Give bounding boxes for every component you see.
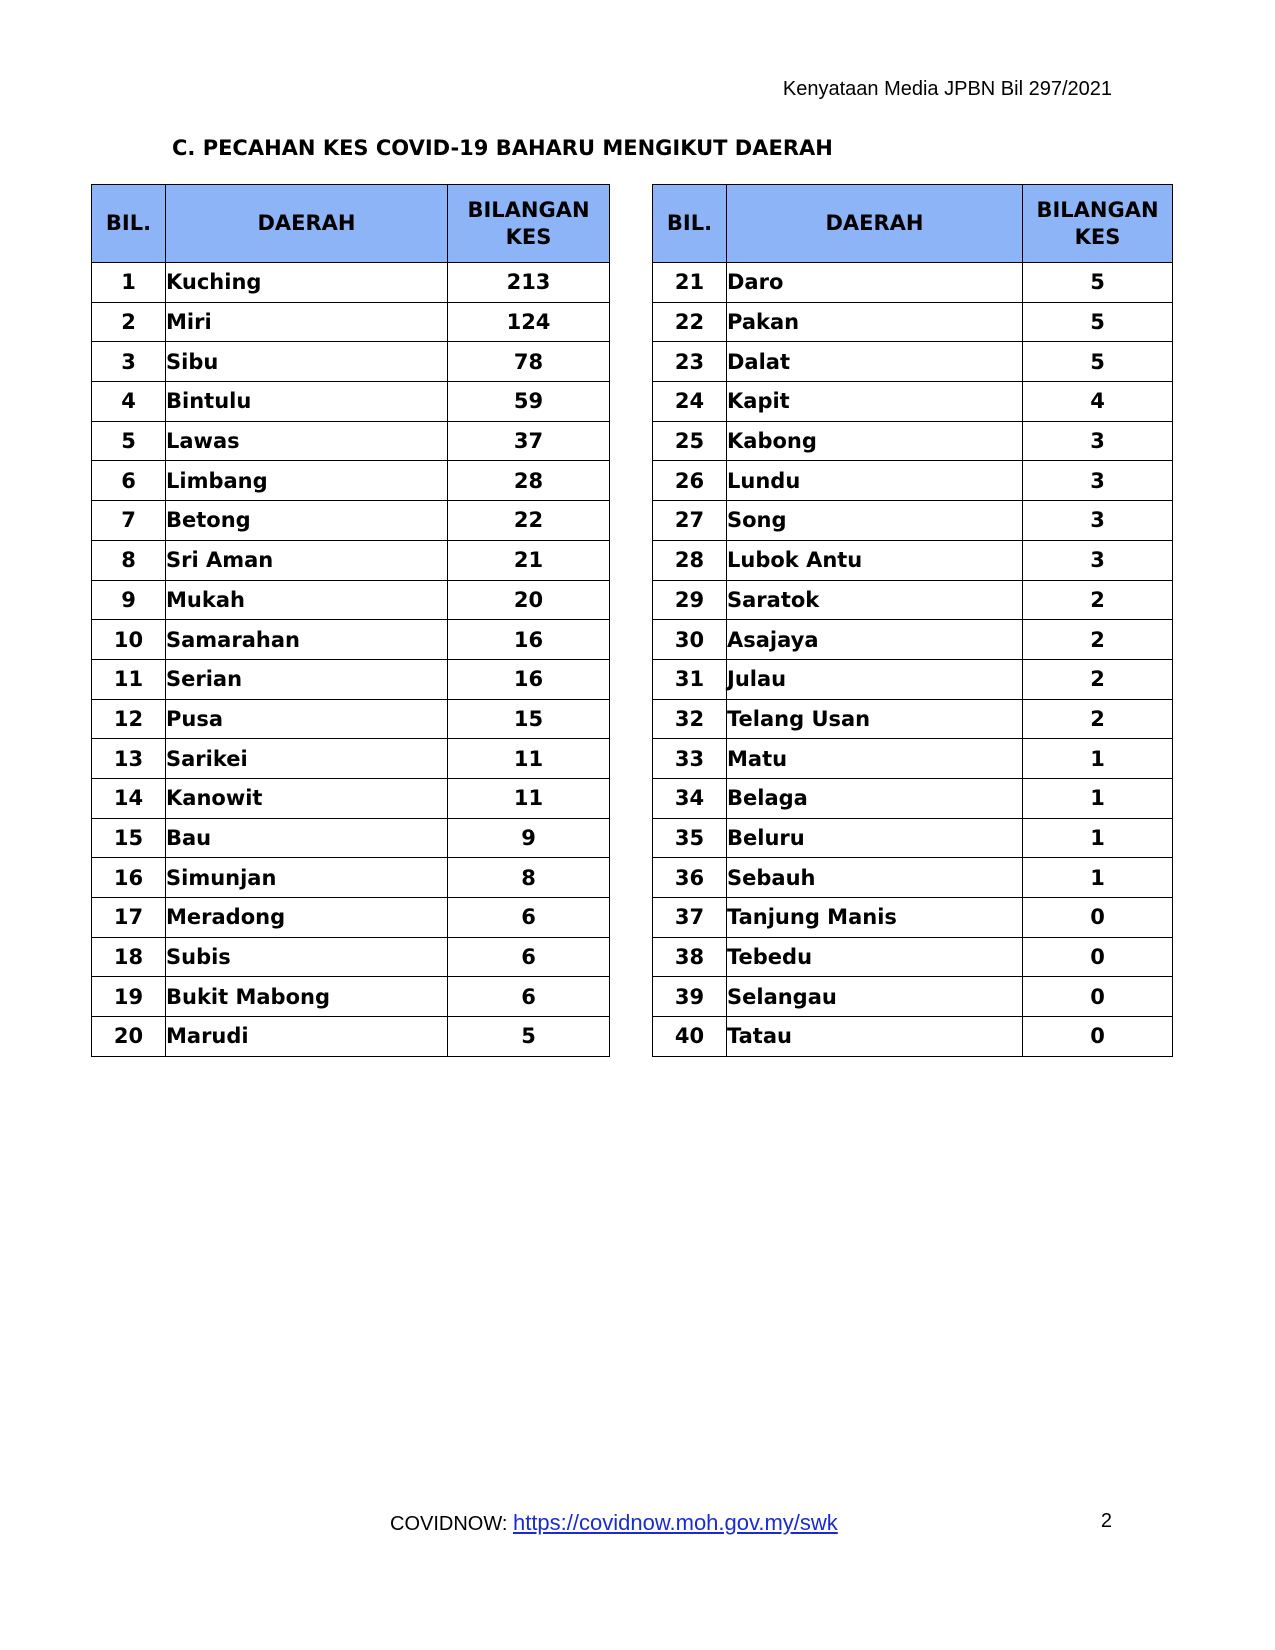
- cell-bil: 33: [653, 739, 727, 779]
- table-row: [653, 818, 1173, 858]
- cell-daerah: Beluru: [727, 818, 1023, 858]
- cell-daerah: Julau: [727, 659, 1023, 699]
- header-kes-line2: KES: [1074, 224, 1121, 249]
- cell-bilangan-kes: 6: [448, 937, 610, 977]
- cell-bil: 18: [92, 937, 166, 977]
- cell-bil: 23: [653, 342, 727, 382]
- table-row: [653, 263, 1173, 303]
- cell-bilangan-kes: 2: [1023, 659, 1173, 699]
- section-heading: C. PECAHAN KES COVID-19 BAHARU MENGIKUT DAERAH: [172, 136, 833, 160]
- cell-bil: 32: [653, 699, 727, 739]
- cell-bil: 25: [653, 421, 727, 461]
- cell-daerah: Betong: [166, 501, 448, 541]
- cell-daerah: Serian: [166, 659, 448, 699]
- cell-bilangan-kes: 5: [1023, 342, 1173, 382]
- table-row: [92, 858, 610, 898]
- cell-daerah: Meradong: [166, 898, 448, 938]
- cell-bil: 10: [92, 620, 166, 660]
- cell-daerah: Limbang: [166, 461, 448, 501]
- cell-daerah: Sebauh: [727, 858, 1023, 898]
- table-row: [653, 659, 1173, 699]
- table-header-row: [92, 185, 610, 263]
- header-kes-line2: KES: [505, 224, 552, 249]
- footer-source: [390, 1510, 838, 1536]
- table-row: [653, 580, 1173, 620]
- cell-daerah: Kanowit: [166, 778, 448, 818]
- table-row: [92, 1017, 610, 1057]
- cell-daerah: Miri: [166, 302, 448, 342]
- cell-bilangan-kes: 59: [448, 382, 610, 422]
- cell-bilangan-kes: 11: [448, 739, 610, 779]
- cell-daerah: Song: [727, 501, 1023, 541]
- header-kes-line1: BILANGAN: [1036, 197, 1159, 222]
- table-row: [92, 620, 610, 660]
- cell-bil: 12: [92, 699, 166, 739]
- cell-daerah: Tanjung Manis: [727, 898, 1023, 938]
- cell-bil: 21: [653, 263, 727, 303]
- cell-bilangan-kes: 22: [448, 501, 610, 541]
- district-cases-table-left: [91, 184, 610, 1057]
- table-row: [653, 540, 1173, 580]
- cell-daerah: Dalat: [727, 342, 1023, 382]
- table-row: [653, 937, 1173, 977]
- cell-bilangan-kes: 37: [448, 421, 610, 461]
- table-header-row: [653, 185, 1173, 263]
- cell-bil: 1: [92, 263, 166, 303]
- cell-daerah: Subis: [166, 937, 448, 977]
- cell-bilangan-kes: 3: [1023, 461, 1173, 501]
- cell-bil: 13: [92, 739, 166, 779]
- header-bilangan-kes: [448, 185, 610, 263]
- cell-daerah: Sri Aman: [166, 540, 448, 580]
- header-daerah: DAERAH: [727, 185, 1023, 263]
- cell-bilangan-kes: 21: [448, 540, 610, 580]
- cell-daerah: Selangau: [727, 977, 1023, 1017]
- cell-bilangan-kes: 0: [1023, 898, 1173, 938]
- cell-bil: 5: [92, 421, 166, 461]
- table-row: [92, 739, 610, 779]
- cell-daerah: Belaga: [727, 778, 1023, 818]
- cell-daerah: Bau: [166, 818, 448, 858]
- cell-daerah: Saratok: [727, 580, 1023, 620]
- media-statement-reference: Kenyataan Media JPBN Bil 297/2021: [782, 78, 1112, 100]
- cell-bilangan-kes: 8: [448, 858, 610, 898]
- cell-bilangan-kes: 78: [448, 342, 610, 382]
- cell-bil: 30: [653, 620, 727, 660]
- cell-bil: 19: [92, 977, 166, 1017]
- cell-daerah: Kapit: [727, 382, 1023, 422]
- cell-daerah: Tebedu: [727, 937, 1023, 977]
- cell-daerah: Daro: [727, 263, 1023, 303]
- district-cases-table-right: [652, 184, 1173, 1057]
- table-row: [653, 382, 1173, 422]
- table-row: [653, 342, 1173, 382]
- table-row: [653, 302, 1173, 342]
- cell-bil: 11: [92, 659, 166, 699]
- table-row: [653, 699, 1173, 739]
- header-bil: BIL.: [653, 185, 727, 263]
- cell-bilangan-kes: 0: [1023, 977, 1173, 1017]
- cell-bilangan-kes: 3: [1023, 540, 1173, 580]
- cell-daerah: Sarikei: [166, 739, 448, 779]
- table-row: [653, 461, 1173, 501]
- cell-bil: 28: [653, 540, 727, 580]
- table-row: [92, 501, 610, 541]
- cell-daerah: Pakan: [727, 302, 1023, 342]
- table-row: [92, 580, 610, 620]
- header-kes-line1: BILANGAN: [467, 197, 590, 222]
- table-row: [92, 302, 610, 342]
- table-row: [653, 620, 1173, 660]
- table-row: [92, 778, 610, 818]
- cell-bil: 16: [92, 858, 166, 898]
- cell-bil: 37: [653, 898, 727, 938]
- cell-daerah: Mukah: [166, 580, 448, 620]
- cell-bil: 20: [92, 1017, 166, 1057]
- cell-daerah: Sibu: [166, 342, 448, 382]
- cell-bil: 40: [653, 1017, 727, 1057]
- covidnow-link[interactable]: https://covidnow.moh.gov.my/swk: [512, 1510, 838, 1535]
- table-row: [653, 898, 1173, 938]
- cell-bil: 7: [92, 501, 166, 541]
- cell-bil: 17: [92, 898, 166, 938]
- cell-bil: 31: [653, 659, 727, 699]
- cell-bilangan-kes: 1: [1023, 858, 1173, 898]
- cell-bil: 29: [653, 580, 727, 620]
- cell-daerah: Lundu: [727, 461, 1023, 501]
- cell-daerah: Tatau: [727, 1017, 1023, 1057]
- cell-bilangan-kes: 124: [448, 302, 610, 342]
- footer-label: COVIDNOW:: [390, 1513, 513, 1535]
- cell-daerah: Samarahan: [166, 620, 448, 660]
- cell-bilangan-kes: 0: [1023, 1017, 1173, 1057]
- cell-bil: 38: [653, 937, 727, 977]
- table-row: [92, 540, 610, 580]
- cell-bil: 4: [92, 382, 166, 422]
- cell-bilangan-kes: 5: [448, 1017, 610, 1057]
- table-row: [653, 1017, 1173, 1057]
- page-number: 2: [1100, 1510, 1112, 1532]
- table-row: [653, 977, 1173, 1017]
- cell-bilangan-kes: 5: [1023, 302, 1173, 342]
- cell-bilangan-kes: 6: [448, 977, 610, 1017]
- cell-bilangan-kes: 16: [448, 620, 610, 660]
- table-row: [653, 421, 1173, 461]
- cell-bilangan-kes: 213: [448, 263, 610, 303]
- cell-bilangan-kes: 2: [1023, 580, 1173, 620]
- cell-bil: 26: [653, 461, 727, 501]
- cell-bilangan-kes: 9: [448, 818, 610, 858]
- cell-bil: 34: [653, 778, 727, 818]
- table-row: [92, 263, 610, 303]
- table-row: [92, 977, 610, 1017]
- cell-bilangan-kes: 2: [1023, 620, 1173, 660]
- table-row: [92, 382, 610, 422]
- cell-bilangan-kes: 3: [1023, 501, 1173, 541]
- cell-bilangan-kes: 28: [448, 461, 610, 501]
- cell-bil: 3: [92, 342, 166, 382]
- table-row: [653, 501, 1173, 541]
- table-row: [653, 739, 1173, 779]
- table-row: [92, 342, 610, 382]
- table-row: [92, 461, 610, 501]
- cell-daerah: Bintulu: [166, 382, 448, 422]
- cell-daerah: Lawas: [166, 421, 448, 461]
- cell-daerah: Kabong: [727, 421, 1023, 461]
- table-row: [92, 421, 610, 461]
- cell-daerah: Bukit Mabong: [166, 977, 448, 1017]
- cell-daerah: Kuching: [166, 263, 448, 303]
- cell-bilangan-kes: 1: [1023, 818, 1173, 858]
- cell-bil: 8: [92, 540, 166, 580]
- cell-daerah: Simunjan: [166, 858, 448, 898]
- cell-bilangan-kes: 16: [448, 659, 610, 699]
- cell-daerah: Telang Usan: [727, 699, 1023, 739]
- cell-daerah: Matu: [727, 739, 1023, 779]
- table-row: [92, 937, 610, 977]
- table-row: [653, 858, 1173, 898]
- cell-bil: 15: [92, 818, 166, 858]
- cell-bil: 27: [653, 501, 727, 541]
- cell-bilangan-kes: 1: [1023, 739, 1173, 779]
- cell-daerah: Pusa: [166, 699, 448, 739]
- cell-bil: 36: [653, 858, 727, 898]
- cell-bilangan-kes: 1: [1023, 778, 1173, 818]
- cell-bilangan-kes: 2: [1023, 699, 1173, 739]
- cell-bilangan-kes: 6: [448, 898, 610, 938]
- cell-daerah: Asajaya: [727, 620, 1023, 660]
- cell-bil: 24: [653, 382, 727, 422]
- table-row: [653, 778, 1173, 818]
- table-row: [92, 699, 610, 739]
- cell-daerah: Marudi: [166, 1017, 448, 1057]
- cell-bilangan-kes: 20: [448, 580, 610, 620]
- cell-bil: 14: [92, 778, 166, 818]
- cell-bilangan-kes: 3: [1023, 421, 1173, 461]
- table-row: [92, 898, 610, 938]
- table-row: [92, 818, 610, 858]
- cell-bil: 2: [92, 302, 166, 342]
- cell-bil: 6: [92, 461, 166, 501]
- cell-bil: 9: [92, 580, 166, 620]
- cell-bilangan-kes: 11: [448, 778, 610, 818]
- header-bilangan-kes: [1023, 185, 1173, 263]
- cell-bil: 22: [653, 302, 727, 342]
- cell-bilangan-kes: 0: [1023, 937, 1173, 977]
- cell-bil: 35: [653, 818, 727, 858]
- header-bil: BIL.: [92, 185, 166, 263]
- cell-bil: 39: [653, 977, 727, 1017]
- header-daerah: DAERAH: [166, 185, 448, 263]
- table-row: [92, 659, 610, 699]
- cell-bilangan-kes: 4: [1023, 382, 1173, 422]
- cell-bilangan-kes: 15: [448, 699, 610, 739]
- cell-bilangan-kes: 5: [1023, 263, 1173, 303]
- cell-daerah: Lubok Antu: [727, 540, 1023, 580]
